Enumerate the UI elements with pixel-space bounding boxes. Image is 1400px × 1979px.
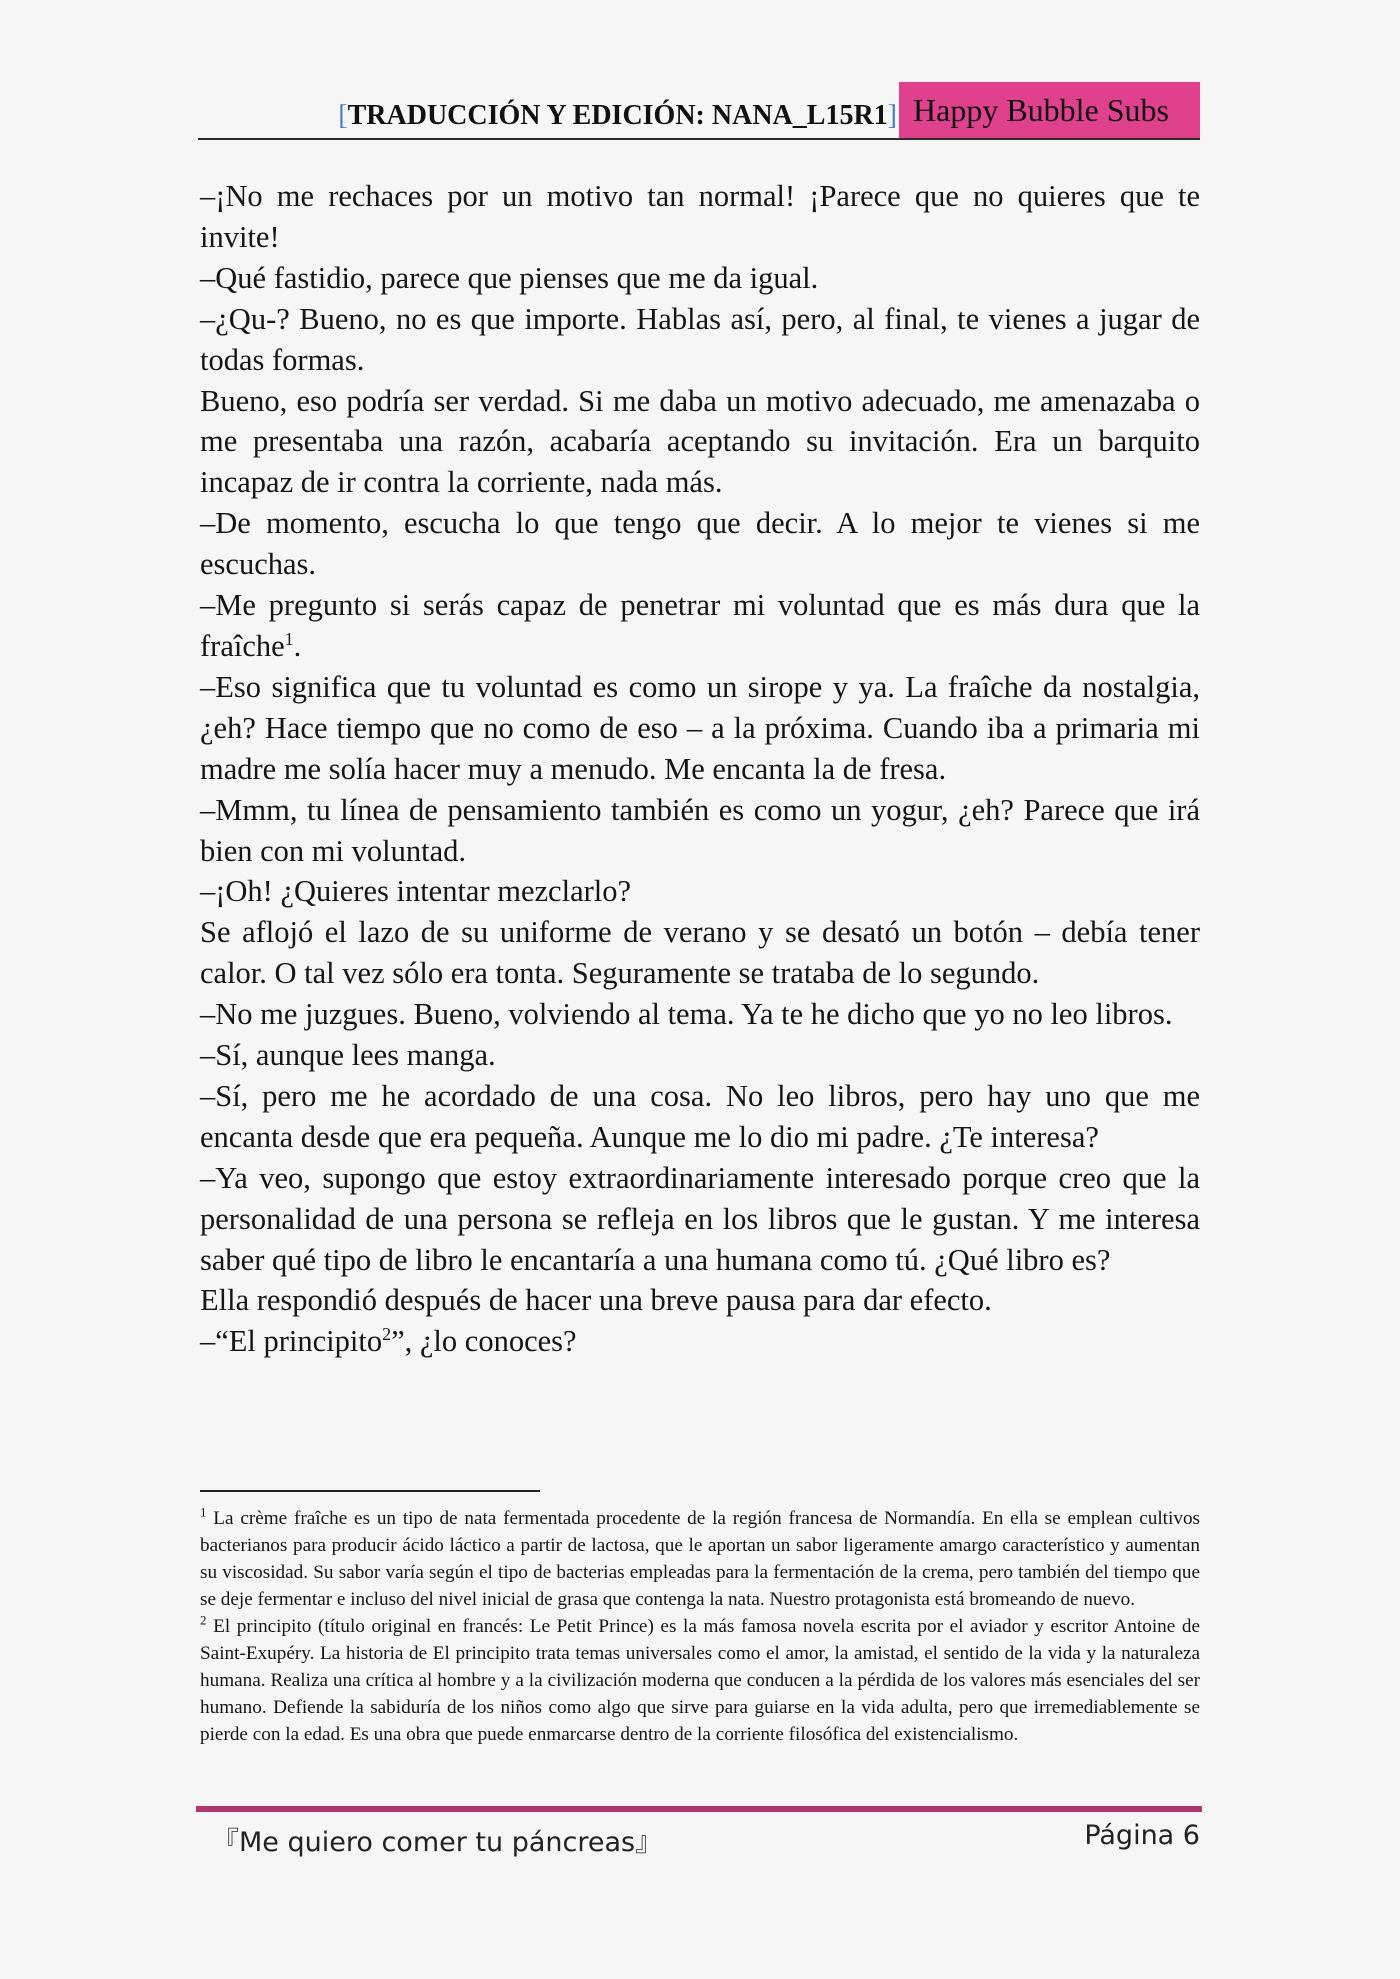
paragraph: –¿Qu-? Bueno, no es que importe. Hablas así, pero, al final, te vienes a jugar de todas formas. — [200, 301, 1200, 377]
paragraph: –De momento, escucha lo que tengo que decir. A lo mejor te vienes si me escuchas. — [200, 506, 1200, 582]
footnote-ref-1[interactable]: 1 — [284, 628, 294, 649]
paragraph-text-end: . — [293, 628, 302, 663]
paragraph: –Eso significa que tu voluntad es como un sirope y ya. La fraîche da nostalgia, ¿eh? Hace tiempo que no como de eso – a la próxima. Cuando iba a primaria mi madre me solía hacer muy a menudo. Me encanta la de fresa. — [200, 669, 1200, 786]
footnote-number: 1 — [200, 1504, 207, 1520]
group-name-badge: Happy Bubble Subs — [899, 82, 1200, 138]
paragraph-text: –Me pregunto si serás capaz de penetrar mi voluntad que es más dura que la fraîche — [200, 588, 1200, 663]
footnote-2 — [200, 1613, 1200, 1748]
paragraph: Se aflojó el lazo de su uniforme de verano y se desató un botón – debía tener calor. O tal vez sólo era tonta. Seguramente se trataba de lo segundo. — [200, 915, 1200, 991]
footnote-1 — [200, 1505, 1200, 1613]
paragraph: –¡No me rechaces por un motivo tan normal! ¡Parece que no quieres que te invite! — [200, 179, 1200, 254]
paragraph: –Mmm, tu línea de pensamiento también es como un yogur, ¿eh? Parece que irá bien con mi voluntad. — [200, 792, 1200, 868]
paragraph: –Ya veo, supongo que estoy extraordinariamente interesado porque creo que la personalidad de una persona se refleja en los libros que le gustan. Y me interesa saber qué tipo de libro le encantaría a una humana como tú. ¿Qué libro es? — [200, 1160, 1200, 1277]
page-number: Página 6 — [1084, 1820, 1200, 1851]
paragraph: –¡Oh! ¿Quieres intentar mezclarlo? — [200, 874, 632, 909]
paragraph-text-end: ”, ¿lo conoces? — [391, 1324, 577, 1359]
footnote-separator — [200, 1490, 540, 1492]
credit-bracket-open: [ — [338, 100, 348, 131]
paragraph: –Sí, pero me he acordado de una cosa. No leo libros, pero hay uno que me encanta desde que era pequeña. Aunque me lo dio mi padre. ¿Te interesa? — [200, 1078, 1200, 1154]
paragraph: Ella respondió después de hacer una breve pausa para dar efecto. — [200, 1283, 992, 1318]
body-text — [200, 176, 1200, 1362]
footnote-ref-2[interactable]: 2 — [382, 1324, 392, 1345]
footnote-number: 2 — [200, 1612, 207, 1628]
credit-text: TRADUCCIÓN Y EDICIÓN: NANA_L15R1 — [347, 100, 888, 131]
paragraph: –No me juzgues. Bueno, volviendo al tema. Ya te he dicho que yo no leo libros. — [200, 997, 1173, 1032]
credit-bracket-close: ] — [887, 100, 897, 131]
paragraph: Bueno, eso podría ser verdad. Si me daba un motivo adecuado, me amenazaba o me presentaba una razón, acabaría aceptando su invitación. Era un barquito incapaz de ir contra la corriente, nada más. — [200, 383, 1200, 500]
paragraph — [200, 585, 1200, 667]
translation-credit — [198, 100, 897, 132]
book-title: 『Me quiero comer tu páncreas』 — [212, 1827, 663, 1858]
footnote-text: El principito (título original en francés: Le Petit Prince) es la más famosa novela escrita por el aviador y escritor Antoine de Saint-Exupéry. La historia de El principito trata temas universales como el amor, la amistad, el sentido de la vida y la naturaleza humana. Realiza una crítica al hombre y a la civilización moderna que conducen a la pérdida de los valores más esenciales del ser humano. Defiende la sabiduría de los niños como algo que sirve para guiarse en la vida adulta, pero que irremediablemente se pierde con la edad. Es una obra que puede enmarcarse dentro de la corriente filosófica del existencialismo. — [200, 1616, 1200, 1745]
paragraph-text: –“El principito — [200, 1324, 383, 1359]
footnotes — [200, 1505, 1200, 1748]
paragraph: –Qué fastidio, parece que pienses que me da igual. — [200, 260, 819, 295]
footer-rule — [196, 1806, 1202, 1812]
paragraph: –Sí, aunque lees manga. — [200, 1038, 496, 1073]
footnote-text: La crème fraîche es un tipo de nata fermentada procedente de la región francesa de Normandía. En ella se emplean cultivos bacterianos para producir ácido láctico a partir de lactosa, que le aportan un sabor ligeramente amargo característico y aumentan su viscosidad. Su sabor varía según el tipo de bacterias empleadas para la fermentación de la crema, pero también del tiempo que se deje fermentar e incluso del nivel inicial de grasa que contenga la nata. Nuestro protagonista está bromeando de nuevo. — [200, 1508, 1200, 1610]
paragraph — [200, 1321, 1200, 1362]
page-header — [198, 82, 1200, 140]
